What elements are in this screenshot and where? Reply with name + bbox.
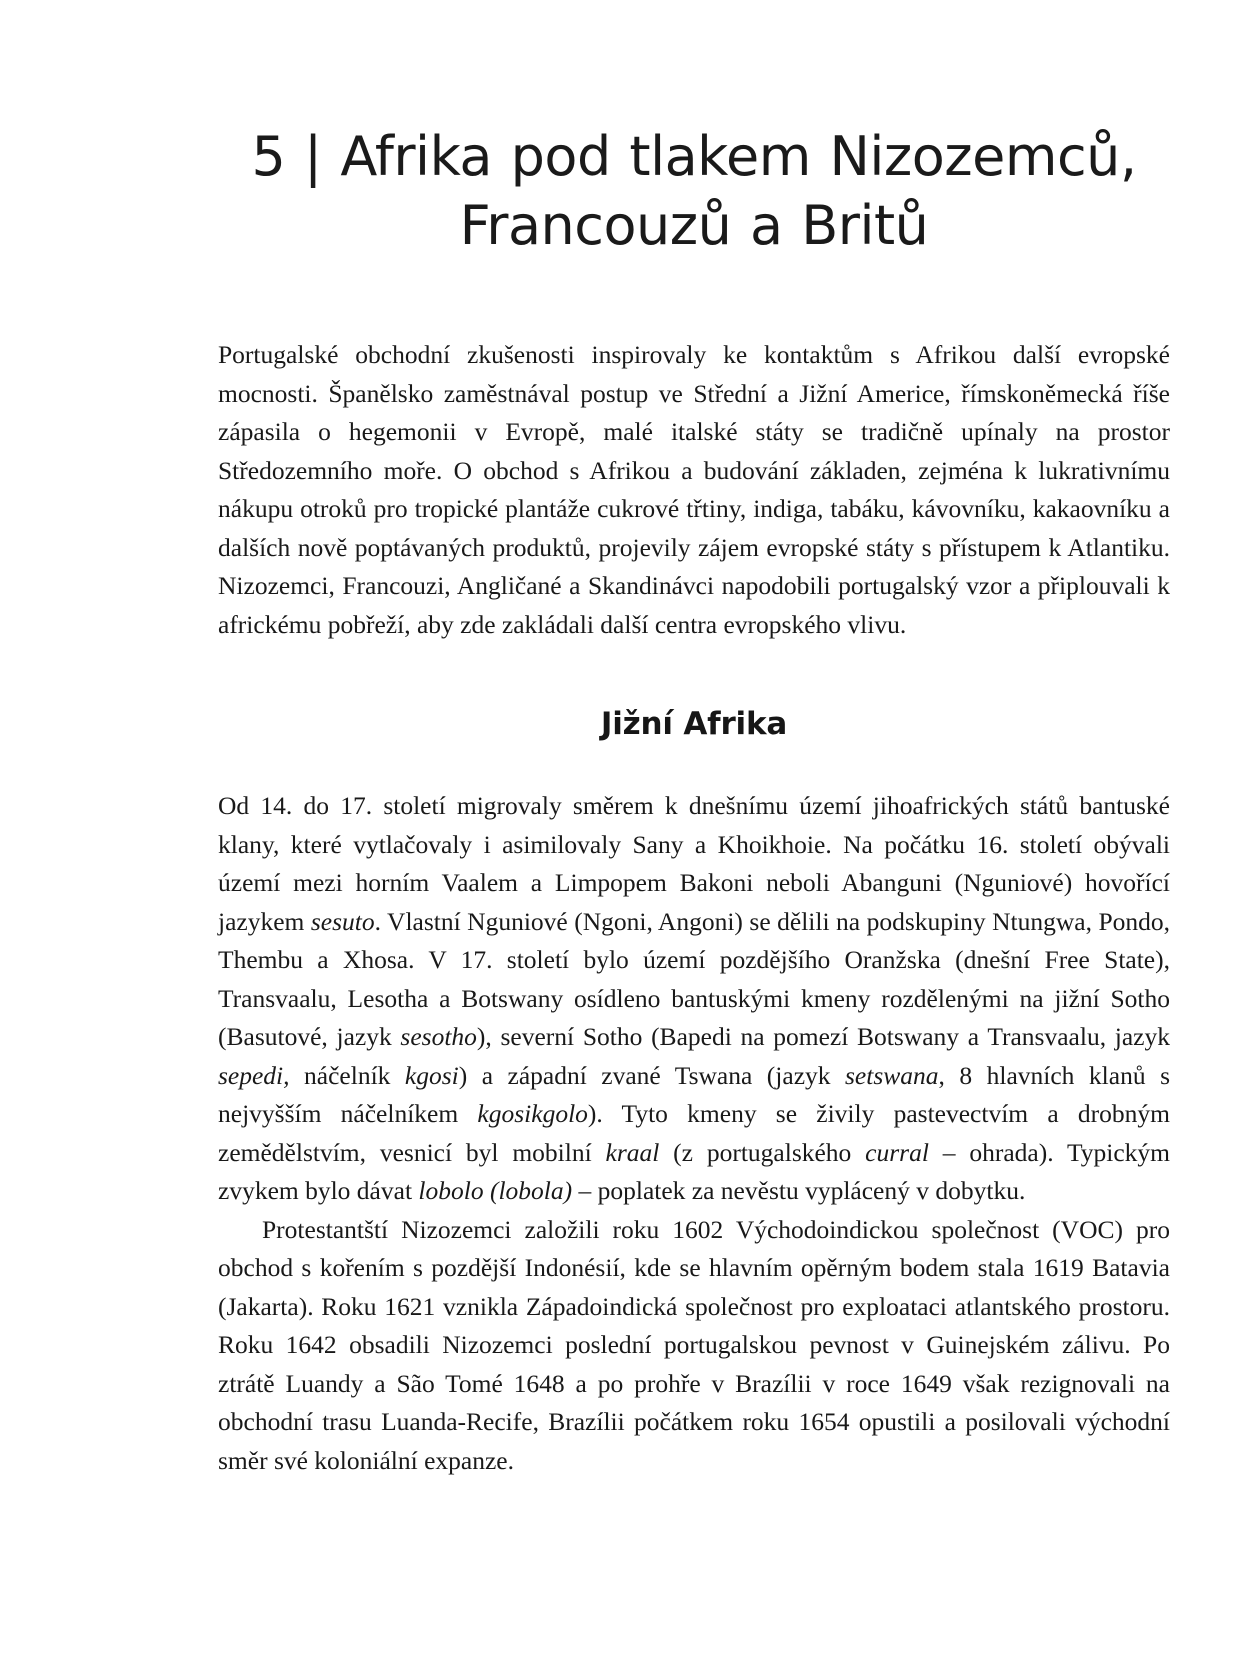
para1-part-10: – poplatek za nevěstu vyplácený v dobytku. — [572, 1176, 1026, 1206]
para1-part-6: , 8 hlavních klanů s nejvyšším náčelníkem — [218, 1060, 1170, 1129]
para1-part-4: náčelník — [289, 1060, 405, 1090]
intro-paragraph: Portugalské obchodní zkušenosti inspirovaly ke kontaktům s Afrikou další evropské mocnosti. Španělsko zaměstnával postup ve Střední a Jižní Americe, římskoněmecká říše zápasila o hegemonii v Evropě, malé italské státy se tradičně upínaly na prostor Středozemního moře. O obchod s Afrikou a budování základen, zejména k lukrativnímu nákupu otroků pro tropické plantáže cukrové třtiny, indiga, tabáku, kávovníku, kakaovníku a dalších nově poptávaných produktů, projevily zájem evropské státy s přístupem k Atlantiku. Nizozemci, Francouzi, Angličané a Skandinávci napodobili portugalský vzor a připlouvali k africkému pobřeží, aby zde zakládali další centra evropského vlivu. — [218, 340, 1170, 639]
para1-part-1: Od 14. do 17. století migrovaly směrem k dnešnímu území jihoafrických států bantuské klany, které vytlačovaly i asimilovaly Sany a Khoikhoie. Na počátku 16. století obývali území mezi horním Vaalem a Limpopem Bakoni neboli Abanguni (Nguniové) hovořící jazykem — [218, 791, 1170, 936]
para1-italic-2: sesotho — [400, 1022, 477, 1052]
para1-italic-1: sesuto — [310, 906, 375, 936]
para1-italic-5: setswana — [845, 1060, 939, 1090]
page-content-column — [218, 0, 1170, 1480]
para1-italic-3: sepedi, — [218, 1060, 290, 1090]
para1-part-8: (z portugalského — [659, 1137, 866, 1167]
para1-italic-9: lobolo (lobola) — [418, 1176, 573, 1206]
para1-italic-6: kgosikgolo — [477, 1099, 588, 1129]
chapter-title — [218, 0, 1170, 260]
intro-section — [218, 336, 1170, 644]
section-heading-jizni-afrika: Jižní Afrika — [600, 706, 788, 743]
section-paragraph-2: Protestantští Nizozemci založili roku 1602 Východoindickou společnost (VOC) pro obchod s kořením s pozdější Indonésií, kde se hlavním opěrným bodem stala 1619 Batavia (Jakarta). Roku 1621 vznikla Západoindická společnost pro exploataci atlantského prostoru. Roku 1642 obsadili Nizozemci poslední portugalskou pevnost v Guinejském zálivu. Po ztrátě Luandy a São Tomé 1648 a po prohře v Brazílii v roce 1649 však rezignovali na obchodní trasu Luanda-Recife, Brazílii počátkem roku 1654 opustili a posilovali východní směr své koloniální expanze. — [218, 1214, 1170, 1475]
section-paragraph-1 — [218, 787, 1170, 1211]
para1-part-2: . Vlastní Nguniové (Ngoni, Angoni) se dělili na podskupiny Ntungwa, Pondo, Thembu a Xhosa. V 17. století bylo území pozdějšího Oranžska (dnešní Free State), Transvaalu, Lesotha a Botswany osídleno bantuskými kmeny rozdělenými na jižní Sotho (Basutové, jazyk — [218, 906, 1170, 1052]
para1-italic-7: kraal — [605, 1137, 660, 1167]
chapter-title-line-2: Francouzů a Britů — [459, 194, 929, 258]
section-body — [218, 787, 1170, 1480]
chapter-title-line-1: 5 | Afrika pod tlakem Nizozemců, — [251, 125, 1137, 188]
para1-italic-8: curral — [865, 1137, 929, 1167]
para1-part-5: ) a západní zvané Tswana (jazyk — [458, 1060, 845, 1090]
para1-part-9: – ohrada). Typickým zvykem bylo dávat — [218, 1137, 1170, 1206]
para1-italic-4: kgosi — [404, 1060, 459, 1090]
para1-part-7: ). Tyto kmeny se živily pastevectvím a drobným zemědělstvím, vesnicí byl mobilní — [218, 1099, 1170, 1167]
para1-part-3: ), severní Sotho (Bapedi na pomezí Botswany a Transvaalu, jazyk — [476, 1022, 1171, 1052]
